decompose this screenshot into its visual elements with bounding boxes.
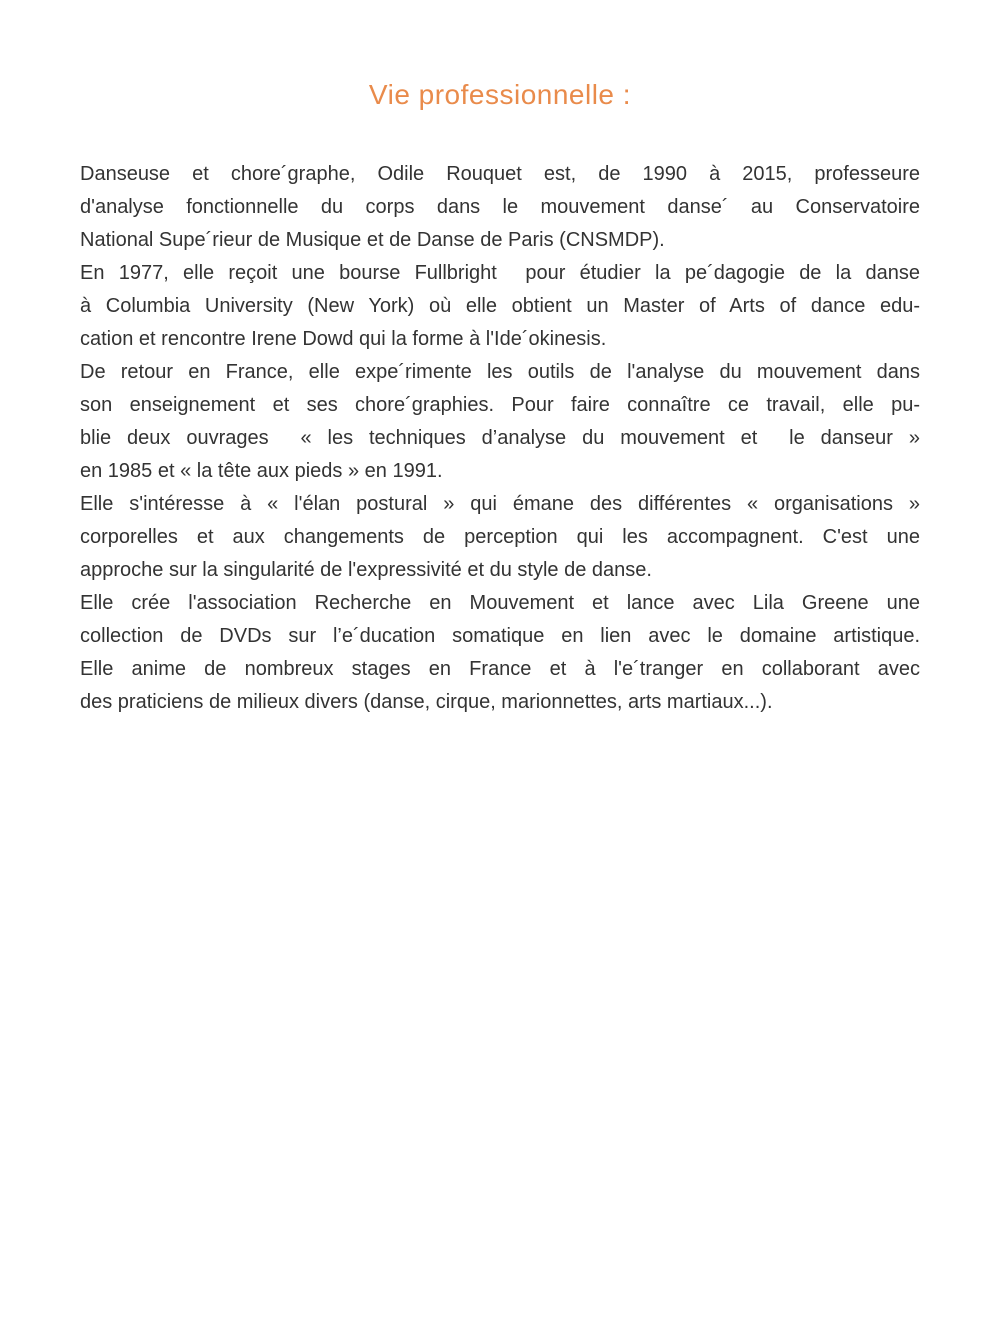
- page-title: Vie professionnelle :: [368, 79, 632, 110]
- text-line: approche sur la singularité de l'expressivité et du style de danse.: [80, 559, 652, 581]
- text-line: Danseuse et chore´graphe, Odile Rouquet est, de 1990 à 2015, professeure: [80, 163, 920, 185]
- text-line: collection de DVDs sur l’e´ducation somatique en lien avec le domaine artistique.: [80, 625, 920, 647]
- text-line: blie deux ouvrages « les techniques d’analyse du mouvement et le danseur »: [80, 427, 920, 449]
- text-line: Elle crée l'association Recherche en Mouvement et lance avec Lila Greene une: [80, 592, 920, 614]
- text-line: Elle anime de nombreux stages en France et à l'e´tranger en collaborant avec: [80, 658, 920, 680]
- text-line: corporelles et aux changements de perception qui les accompagnent. C'est une: [80, 526, 920, 548]
- text-line: en 1985 et « la tête aux pieds » en 1991.: [80, 460, 443, 482]
- text-line: En 1977, elle reçoit une bourse Fullbright pour étudier la pe´dagogie de la danse: [80, 262, 920, 284]
- text-line: des praticiens de milieux divers (danse, cirque, marionnettes, arts martiaux...).: [80, 691, 773, 713]
- text-line: son enseignement et ses chore´graphies. Pour faire connaître ce travail, elle pu-: [80, 394, 920, 416]
- paragraph: [80, 257, 920, 356]
- paragraph: [80, 158, 920, 257]
- paragraph: [80, 356, 920, 488]
- text-line: à Columbia University (New York) où elle obtient un Master of Arts of dance edu-: [80, 295, 920, 317]
- article-body: [80, 158, 920, 719]
- paragraph: [80, 587, 920, 719]
- text-line: De retour en France, elle expe´rimente les outils de l'analyse du mouvement dans: [80, 361, 920, 383]
- text-line: d'analyse fonctionnelle du corps dans le mouvement danse´ au Conservatoire: [80, 196, 920, 218]
- text-line: Elle s'intéresse à « l'élan postural » qui émane des différentes « organisations »: [80, 493, 920, 515]
- text-line: National Supe´rieur de Musique et de Danse de Paris (CNSMDP).: [80, 229, 665, 251]
- page-container: [80, 0, 920, 719]
- paragraph: [80, 488, 920, 587]
- text-line: cation et rencontre Irene Dowd qui la forme à l'Ide´okinesis.: [80, 328, 607, 350]
